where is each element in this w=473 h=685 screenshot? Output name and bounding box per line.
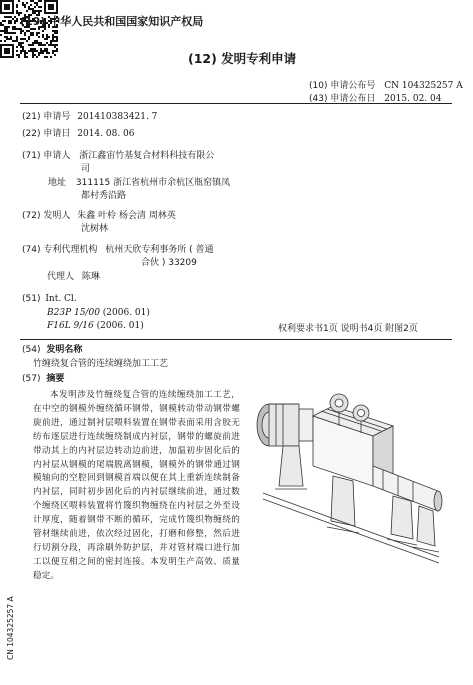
applicant-row <box>22 150 214 163</box>
applicant-name-cont: 司 <box>81 164 91 174</box>
application-number-row <box>22 111 157 124</box>
address-row <box>48 177 230 190</box>
application-date-value: 2014. 08. 06 <box>77 129 135 139</box>
inventors-label: 发明人 <box>43 211 71 221</box>
application-number-value: 201410383421. 7 <box>77 112 158 122</box>
field-code: (71) <box>22 151 41 161</box>
applicant-name: 浙江鑫宙竹基复合材料科技有限公 <box>79 151 215 161</box>
address-label: 地址 <box>48 178 67 188</box>
field-code: (74) <box>22 245 41 255</box>
agent-label: 代理人 <box>47 272 75 282</box>
application-date-label: 申请日 <box>43 129 71 139</box>
publication-date-label: (43) 申请公布日 <box>309 94 376 104</box>
address-value-cont: 都村秀沿路 <box>81 191 127 201</box>
inventors-row <box>22 210 176 223</box>
agency-value: 杭州天欣专利事务所 ( 普通 <box>105 245 214 255</box>
field-code: (51) <box>22 294 41 304</box>
invention-title-label: 发明名称 <box>46 345 83 355</box>
document-type-title: (12) 发明专利申请 <box>188 51 297 66</box>
inventors-value: 朱鑫 叶柃 杨会清 周林英 <box>77 211 176 221</box>
application-date-row <box>22 128 135 141</box>
int-cl-row <box>22 293 77 306</box>
agent-row <box>47 271 100 284</box>
drive-motor-figure <box>257 404 313 446</box>
abstract-text: 本发明涉及竹缠绕复合管的连续缠绕加工工艺，在中空的钢模外缠绕循环钢带，钢模转动带动钢带螺旋前进，通过制衬层喂料装置在钢带表面采用含胶无纺布逐层进行连续缠绕制成内衬层，钢带的螺旋前进带动其上的内衬层边转动边前进，加温初步固化后的内衬层从钢模的尾端脱离钢模，钢模外的钢带通过钢模轴向的空腔回到钢模首端以便在其上重新连续制备内衬层，同时初步固化后的内衬层继续前进，通过数个缠绕区喂料装置将竹篾织物缠绕在内衬层之外至设计厚度，随着钢带不断的循环，完成竹篾织物缠绕的管材继续前进，依次经过固化，打磨和修整，然后进行切割分段，再涂刷外防护层，并对管材端口进行加工以便互相之间的密封连接。本发明生产高效、质量稳定。 <box>33 390 240 581</box>
ipc-entry <box>47 307 150 320</box>
representative-drawing <box>243 381 443 575</box>
qr-code-icon <box>0 0 58 58</box>
field-code: (72) <box>22 211 41 221</box>
section-divider <box>20 339 452 340</box>
agency-label: 专利代理机构 <box>43 245 98 255</box>
int-cl-label: Int. Cl. <box>45 294 77 304</box>
publication-number-label: (10) 申请公布号 <box>309 81 376 91</box>
invention-title: 竹缠绕复合管的连续缠绕加工工艺 <box>33 359 169 369</box>
office-title: (19) 中华人民共和国国家知识产权局 <box>20 15 204 28</box>
agency-value-cont: 合伙 ) 33209 <box>141 258 197 268</box>
claims-summary: 权利要求书1页 说明书4页 附图2页 <box>278 324 418 334</box>
ipc-code: B23P 15/00 <box>47 308 100 318</box>
inventors-value-cont: 沈树林 <box>81 224 109 234</box>
publication-number-value: CN 104325257 A <box>384 81 463 91</box>
invention-title-row <box>22 344 82 357</box>
field-code: (57) <box>22 374 41 384</box>
abstract-heading-row <box>22 373 64 386</box>
publication-number-row <box>309 80 463 93</box>
agent-value: 陈琳 <box>81 272 100 282</box>
field-code: (54) <box>22 345 41 355</box>
ipc-date: (2006. 01) <box>102 308 150 318</box>
address-value: 311115 浙江省杭州市余杭区瓶窑镇凤 <box>75 178 231 188</box>
ipc-date: (2006. 01) <box>96 321 144 331</box>
ipc-entry <box>47 320 144 333</box>
side-publication-number: CN 104325257 A <box>6 596 15 660</box>
publication-date-row <box>309 93 441 106</box>
field-code: (22) <box>22 129 41 139</box>
agency-row <box>22 244 213 257</box>
ipc-code: F16L 9/16 <box>47 321 94 331</box>
abstract-label: 摘要 <box>46 374 65 384</box>
field-code: (21) <box>22 112 41 122</box>
application-number-label: 申请号 <box>43 112 71 122</box>
publication-date-value: 2015. 02. 04 <box>384 94 442 104</box>
header-divider <box>20 103 452 104</box>
applicant-label: 申请人 <box>43 151 71 161</box>
